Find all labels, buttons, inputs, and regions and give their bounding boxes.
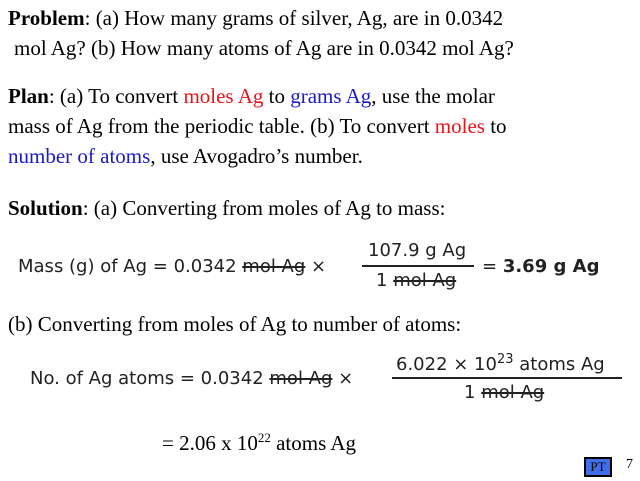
plan-text-1c: , use the molar [371,84,495,108]
eq2-num-exponent: 23 [496,352,514,367]
eq1-result-value: 3.69 g Ag [502,256,600,277]
eq2-num-mantissa: 6.022 × 10 [396,354,497,375]
plan-text-2b: to [484,114,507,138]
eq1-fraction-bar [362,265,474,267]
eq1-cancelled-unit: mol Ag [242,256,306,277]
plan-moles-ag: moles Ag [183,84,264,108]
plan-text-1a: : (a) To convert [48,84,184,108]
final-exponent: 22 [257,430,271,445]
part-b-line: (b) Converting from moles of Ag to number of atoms: [8,312,462,336]
eq1-denominator [376,270,456,291]
eq1-numerator: 107.9 g Ag [368,240,467,261]
eq2-denominator [464,382,544,403]
plan-text-2: mass of Ag from the periodic table. (b) To convert [8,114,435,138]
eq2-lhs-text: No. of Ag atoms = 0.0342 [30,368,270,389]
eq2-numerator [396,352,605,375]
eq1-den-num: 1 [376,270,394,291]
solution-label: Solution [8,196,83,220]
eq1-times: × [305,256,327,277]
eq1-lhs-text: Mass (g) of Ag = 0.0342 [18,256,243,277]
eq1-equals: = [482,256,503,277]
eq2-den-num: 1 [464,382,482,403]
plan-text-3: , use Avogadro’s number. [150,144,363,168]
plan-grams-ag: grams Ag [290,84,372,108]
eq2-den-cancelled: mol Ag [481,382,545,403]
problem-label: Problem [8,6,85,30]
eq2-times: × [332,368,354,389]
plan-line-3 [8,144,363,168]
eq2-fraction-bar [392,377,622,379]
plan-number-of-atoms: number of atoms [8,144,151,168]
plan-line-1 [8,84,495,108]
plan-line-2 [8,114,507,138]
eq1-den-cancelled: mol Ag [393,270,457,291]
final-answer [162,426,356,455]
eq1-lhs [18,256,326,277]
solution-text: : (a) Converting from moles of Ag to mass: [82,196,446,220]
eq2-cancelled-unit: mol Ag [269,368,333,389]
problem-line-2: mol Ag? (b) How many atoms of Ag are in 0.0342 mol Ag? [14,36,514,60]
page-number: 7 [626,457,633,472]
plan-label: Plan [8,84,49,108]
final-unit: atoms Ag [270,431,357,455]
periodic-table-button[interactable]: PT [584,457,612,477]
eq1-result [482,256,599,277]
eq2-num-unit: atoms Ag [513,354,605,375]
problem-line-1 [8,6,503,30]
problem-text-1: : (a) How many grams of silver, Ag, are in 0.0342 [84,6,504,30]
final-mantissa: = 2.06 x 10 [162,431,258,455]
solution-line [8,196,446,220]
eq2-lhs [30,368,353,389]
plan-moles: moles [434,114,485,138]
plan-text-1b: to [263,84,291,108]
